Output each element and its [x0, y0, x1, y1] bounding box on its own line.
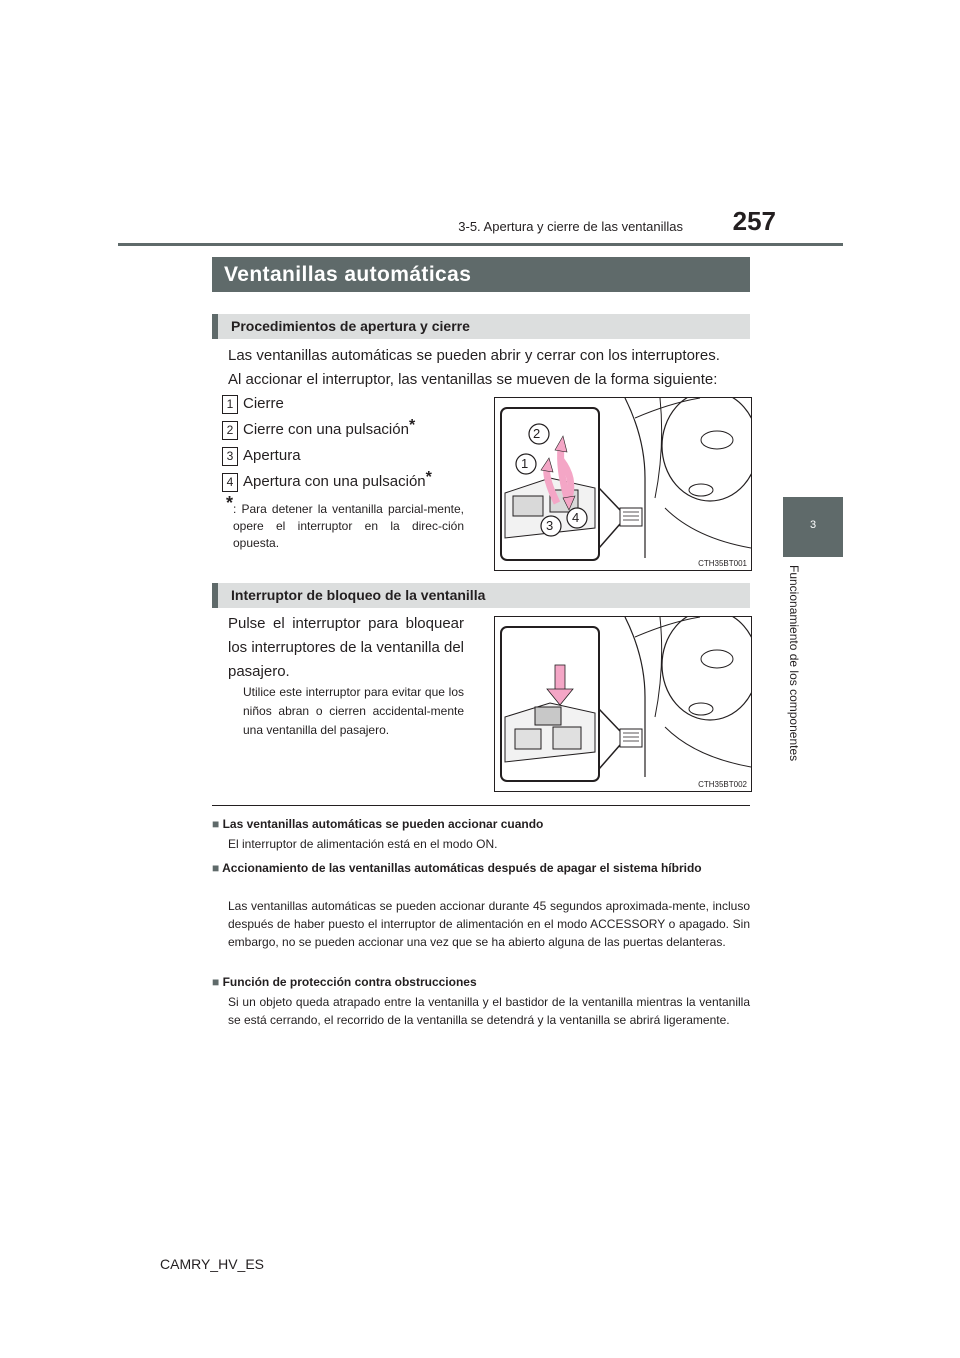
side-tab-number: 3 [809, 519, 817, 531]
header-rule [118, 243, 843, 246]
figure-code-1: CTH35BT001 [698, 559, 747, 568]
section-divider [212, 805, 750, 806]
side-tab-label: Funcionamiento de los componentes [787, 565, 801, 762]
item-number-1: 1 [222, 395, 238, 414]
figure-label-4: 4 [572, 510, 580, 525]
section-heading-open-close: Procedimientos de apertura y cierre [212, 314, 750, 339]
item-number-2: 2 [222, 421, 238, 440]
note-body-2: Las ventanillas automáticas se pueden accionar durante 45 segundos aproximada-mente, incluso después de haber puesto el interruptor de alimentación en el modo ACCESSORY o apagado. Sin embargo, no se pueden accionar una vez que se ha abierto alguna de las puertas delanteras. [228, 899, 750, 949]
running-header: 3-5. Apertura y cierre de las ventanillas [458, 219, 683, 234]
note-heading-2: ■ Accionamiento de las ventanillas automáticas después de apagar el sistema híbrido [212, 861, 702, 875]
intro-line-1: Las ventanillas automáticas se pueden abrir y cerrar con los interruptores. [228, 347, 720, 364]
figure-label-3: 3 [546, 518, 554, 533]
figure-label-1: 1 [521, 456, 529, 471]
item-text-4: Apertura con una pulsación* [243, 469, 432, 490]
footer-code: CAMRY_HV_ES [160, 1256, 265, 1272]
figure-window-lock [494, 616, 752, 792]
lock-switch-note: Utilice este interruptor para evitar que los niños abran o cierren accidental-mente una ventanilla del pasajero. [243, 685, 464, 737]
section-heading-window-lock: Interruptor de bloqueo de la ventanilla [212, 583, 750, 608]
asterisk-mark: * [425, 469, 432, 486]
figure-1-illustration [495, 398, 751, 570]
note-body-3: Si un objeto queda atrapado entre la ventanilla y el bastidor de la ventanilla mientras la ventanilla se está cerrando, el recorrido de la ventanilla se detendrá y la ventanilla se abrirá ligeramente. [228, 995, 750, 1027]
item-text-2: Cierre con una pulsación* [243, 417, 416, 438]
note-heading-3: ■ Función de protección contra obstrucciones [212, 975, 477, 989]
side-tab [783, 497, 843, 557]
item-text-1: Cierre [243, 395, 284, 412]
figure-code-2: CTH35BT002 [698, 780, 747, 789]
item-text-3: Apertura [243, 447, 301, 464]
figure-label-2: 2 [533, 426, 541, 441]
footnote-asterisk: * [226, 493, 234, 513]
figure-window-switch [494, 397, 752, 571]
page-number: 257 [732, 206, 776, 236]
asterisk-mark: * [408, 417, 416, 434]
lock-switch-text: Pulse el interruptor para bloquear los interruptores de la ventanilla del pasajero. [228, 615, 464, 680]
item-number-3: 3 [222, 447, 238, 466]
note-body-1: El interruptor de alimentación está en el modo ON. [228, 837, 498, 851]
note-heading-1: ■ Las ventanillas automáticas se pueden accionar cuando [212, 817, 544, 831]
page-title: Ventanillas automáticas [212, 257, 750, 292]
figure-2-illustration [495, 617, 751, 791]
footnote-text: : Para detener la ventanilla parcial-mente, opere el interruptor en la direc-ción opuesta. [233, 502, 464, 550]
item-number-4: 4 [222, 473, 238, 492]
intro-line-2: Al accionar el interruptor, las ventanillas se mueven de la forma siguiente: [228, 371, 718, 388]
